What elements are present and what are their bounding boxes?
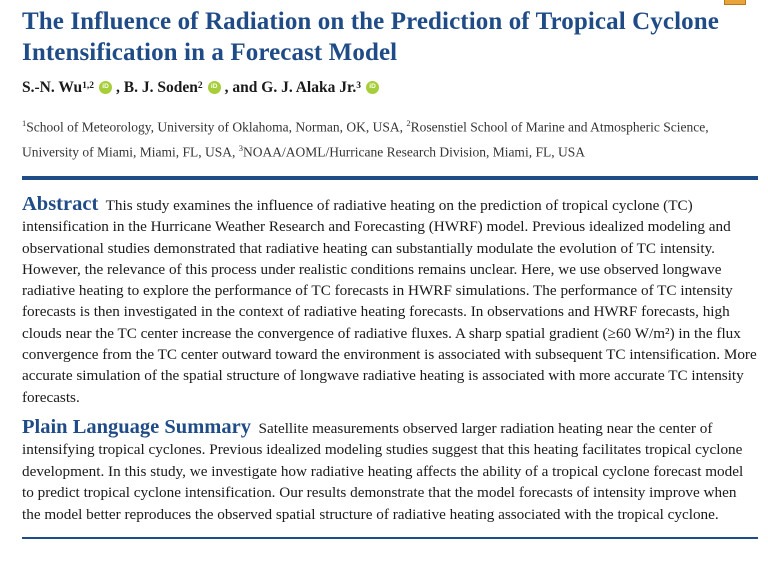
plain-language-summary-heading: Plain Language Summary xyxy=(22,415,251,438)
bottom-divider xyxy=(22,537,758,539)
plain-language-summary-section xyxy=(22,417,758,526)
section-divider xyxy=(22,176,758,180)
plain-language-summary-body: Satellite measurements observed larger radiation heating near the center of intensifying tropical cyclones. Previous idealized modeling studies suggest that this heating facilitates tropical cyclone development. In this study, we investigate how radiative heating affects the ability of a tropical cyclone forecast model to predict tropical cyclone intensification. Our results demonstrate that the model forecasts of intensity improve when the model better reproduces the observed spatial structure of radiative heating associated with the tropical cyclone. xyxy=(22,419,744,523)
abstract-section xyxy=(22,194,758,408)
author-list xyxy=(22,78,758,98)
author-affiliation-marker: 1,2 xyxy=(82,81,95,91)
paper-page xyxy=(22,0,758,539)
orcid-icon[interactable]: iD xyxy=(208,81,221,94)
affiliation-marker: 3 xyxy=(238,142,243,153)
affiliation-text: School of Meteorology, University of Oklahoma, Norman, OK, USA, xyxy=(26,119,407,135)
author-separator: , and xyxy=(224,79,262,96)
author-name: S.-N. Wu xyxy=(22,79,83,96)
orcid-icon[interactable]: iD xyxy=(99,81,112,94)
abstract-heading: Abstract xyxy=(22,193,99,215)
affiliation-text: Rosenstiel School of Marine and Atmospheric Science, University of Miami, Miami, FL, USA, xyxy=(22,119,709,159)
affiliation-marker: 1 xyxy=(22,118,27,128)
author-affiliation-marker: 3 xyxy=(356,81,362,91)
author-name: G. J. Alaka Jr. xyxy=(261,79,357,96)
author-separator: , xyxy=(116,79,124,96)
paper-title: The Influence of Radiation on the Prediction of Tropical Cyclone Intensification in a Forecast Model xyxy=(22,8,719,66)
author-name: B. J. Soden xyxy=(123,79,198,96)
affiliations xyxy=(22,113,734,162)
affiliation-marker: 2 xyxy=(406,118,411,128)
orcid-icon[interactable]: iD xyxy=(366,81,379,94)
abstract-body: This study examines the influence of radiative heating on the prediction of tropical cyclone (TC) intensification in the Hurricane Weather Research and Forecasting (HWRF) model. Previous idealized modeling and observational studies demonstrated that radiative heating can substantially modulate the evolution of TC intensity. However, the relevance of this process under realistic conditions remains unclear. Here, we use observed longwave radiative heating to explore the performance of TC forecasts in HWRF simulations. The performance of TC intensity forecasts is then investigated in the context of radiative heating forecasts. In observations and HWRF forecasts, high clouds near the TC center increase the convergence of radiative fluxes. A sharp spatial gradient (≥60 W/m²) in the flux convergence from the TC center outward toward the environment is associated with subsequent TC intensification. More accurate simulation of the spatial structure of longwave radiative heating is associated with more accurate TC intensity forecasts. xyxy=(22,197,757,406)
author-affiliation-marker: 2 xyxy=(197,81,203,91)
affiliation-text: NOAA/AOML/Hurricane Research Division, Miami, FL, USA xyxy=(243,144,585,159)
